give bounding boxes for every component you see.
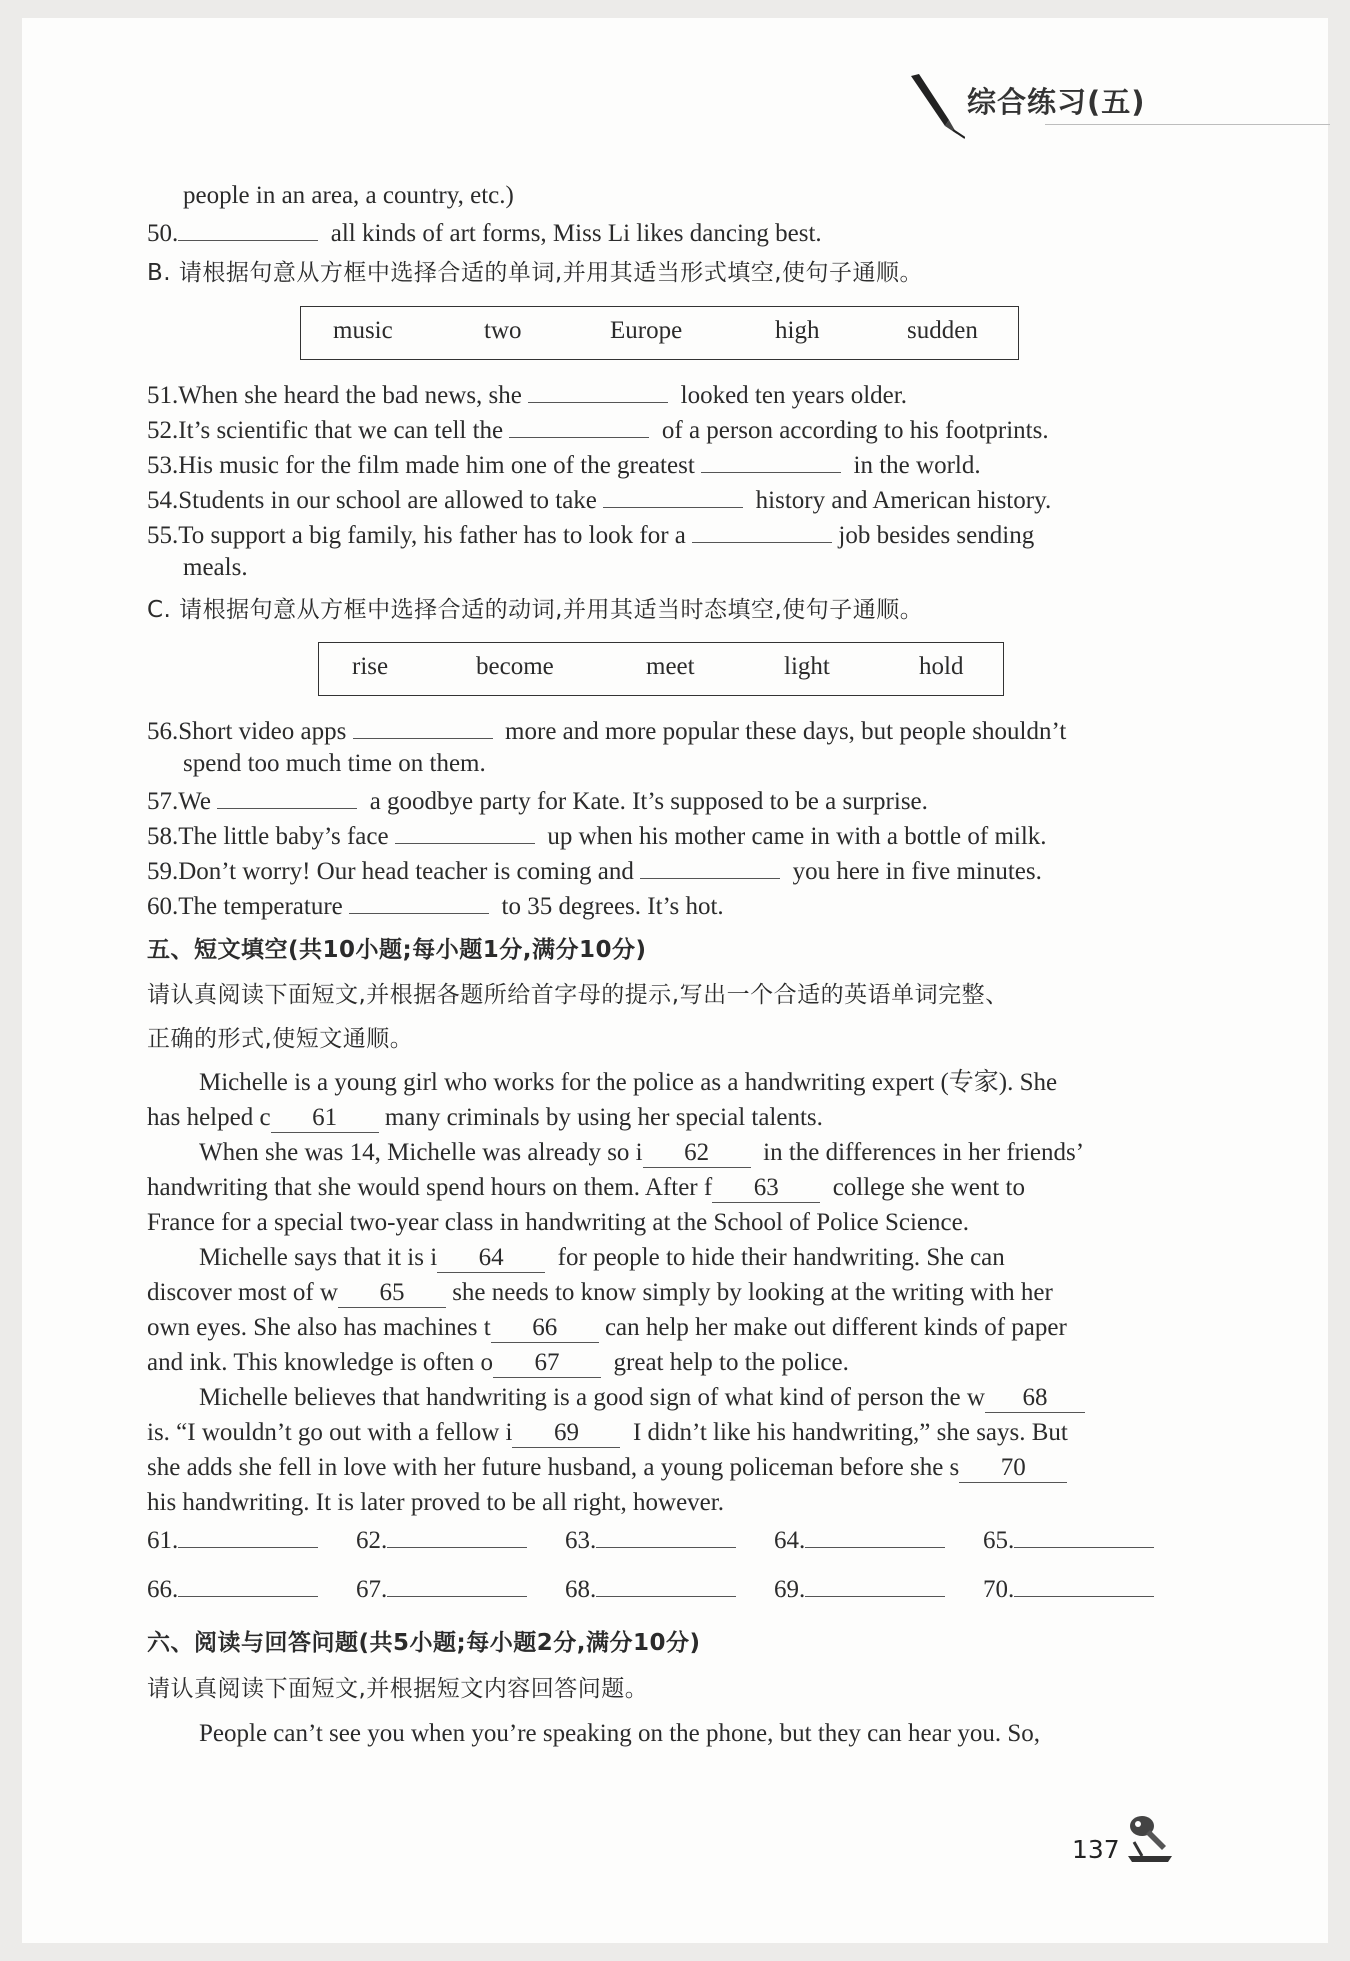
passage-line: [199, 1243, 1005, 1273]
passage-text: own eyes. She also has machines t: [147, 1314, 491, 1341]
answer-number: 62.: [356, 1527, 388, 1554]
question-text: His music for the film made him one of the greatest: [178, 452, 695, 479]
passage-text: I didn’t like his handwriting,” she says. But: [632, 1419, 1068, 1446]
passage-text: Michelle says that it is i: [199, 1244, 438, 1271]
answer-blank[interactable]: [805, 1572, 945, 1597]
question-text: in the world.: [853, 452, 981, 479]
answer-number: 64.: [774, 1527, 806, 1554]
question-text: To support a big family, his father has to look for a: [178, 522, 686, 549]
question-56: [147, 714, 1066, 747]
question-number: 60.: [147, 893, 179, 920]
question-60: [147, 889, 724, 922]
cloze-blank-65[interactable]: 65: [338, 1280, 446, 1308]
section-instruction: 请认真阅读下面短文,并根据短文内容回答问题。: [147, 1676, 649, 1702]
passage-line: [147, 1313, 1067, 1343]
answer-row: [774, 1572, 945, 1605]
passage-line: People can’t see you when you’re speaking on the phone, but they can hear you. So,: [199, 1720, 1040, 1747]
question-number: 56.: [147, 718, 179, 745]
question-text: looked ten years older.: [680, 382, 907, 409]
passage-text: for people to hide their handwriting. She can: [557, 1244, 1005, 1271]
question-text: It’s scientific that we can tell the: [178, 417, 504, 444]
answer-blank[interactable]: [509, 413, 649, 438]
question-number: 50.: [147, 220, 179, 247]
text-line: people in an area, a country, etc.): [183, 182, 514, 209]
answer-blank[interactable]: [395, 819, 535, 844]
passage-line: [147, 1348, 849, 1378]
page-header: [905, 72, 1330, 132]
question-number: 52.: [147, 417, 179, 444]
answer-blank[interactable]: [596, 1523, 736, 1548]
answer-blank[interactable]: [596, 1572, 736, 1597]
question-56-continued: spend too much time on them.: [183, 750, 486, 777]
question-number: 51.: [147, 382, 179, 409]
word-option: Europe: [610, 317, 683, 344]
section-instruction: 请认真阅读下面短文,并根据各题所给首字母的提示,写出一个合适的英语单词完整、: [147, 982, 1009, 1008]
answer-blank[interactable]: [387, 1523, 527, 1548]
passage-text: and ink. This knowledge is often o: [147, 1349, 494, 1376]
question-text: more and more popular these days, but people shouldn’t: [505, 718, 1067, 745]
answer-blank[interactable]: [387, 1572, 527, 1597]
section-heading: 六、阅读与回答问题(共5小题;每小题2分,满分10分): [147, 1630, 701, 1656]
question-number: 59.: [147, 858, 179, 885]
question-number: 54.: [147, 487, 179, 514]
section-instruction: C. 请根据句意从方框中选择合适的动词,并用其适当时态填空,使句子通顺。: [147, 597, 924, 623]
word-box: [300, 306, 1019, 360]
passage-text: she adds she fell in love with her future husband, a young policeman before she s: [147, 1454, 960, 1481]
answer-blank[interactable]: [701, 448, 841, 473]
cloze-blank-64[interactable]: 64: [437, 1245, 545, 1273]
section-heading: 五、短文填空(共10小题;每小题1分,满分10分): [147, 937, 647, 963]
passage-text: in the differences in her friends’: [763, 1139, 1085, 1166]
passage-text: When she was 14, Michelle was already so i: [199, 1139, 643, 1166]
cloze-blank-62[interactable]: 62: [643, 1140, 751, 1168]
question-text: Don’t worry! Our head teacher is coming and: [178, 858, 634, 885]
question-number: 57.: [147, 788, 179, 815]
question-58: [147, 819, 1047, 852]
cloze-blank-66[interactable]: 66: [491, 1315, 599, 1343]
section-instruction: B. 请根据句意从方框中选择合适的单词,并用其适当形式填空,使句子通顺。: [147, 260, 924, 286]
page-number: 137: [1072, 1835, 1120, 1864]
answer-row: [565, 1523, 736, 1556]
passage-text: has helped c: [147, 1104, 271, 1131]
question-text: The temperature: [178, 893, 343, 920]
question-number: 58.: [147, 823, 179, 850]
passage-text: Michelle believes that handwriting is a good sign of what kind of person the w: [199, 1384, 985, 1411]
question-54: [147, 483, 1051, 516]
cloze-blank-70[interactable]: 70: [959, 1455, 1067, 1483]
answer-blank[interactable]: [178, 1523, 318, 1548]
question-text: all kinds of art forms, Miss Li likes dancing best.: [330, 220, 822, 247]
question-text: Short video apps: [178, 718, 347, 745]
answer-number: 61.: [147, 1527, 179, 1554]
answer-number: 65.: [983, 1527, 1015, 1554]
question-text: you here in five minutes.: [792, 858, 1042, 885]
passage-text: she needs to know simply by looking at the writing with her: [452, 1279, 1053, 1306]
mascot-icon: [1122, 1812, 1178, 1864]
word-option: high: [775, 317, 820, 344]
answer-blank[interactable]: [178, 216, 318, 241]
question-text: job besides sending: [838, 522, 1035, 549]
answer-row: [356, 1572, 527, 1605]
question-51: [147, 378, 907, 411]
word-option: hold: [919, 653, 964, 680]
answer-blank[interactable]: [603, 483, 743, 508]
passage-line: [147, 1103, 823, 1133]
answer-number: 70.: [983, 1576, 1015, 1603]
word-box: [318, 642, 1004, 696]
cloze-blank-61[interactable]: 61: [271, 1105, 379, 1133]
word-option: sudden: [907, 317, 978, 344]
question-text: Students in our school are allowed to take: [178, 487, 597, 514]
passage-text: can help her make out different kinds of paper: [604, 1314, 1067, 1341]
answer-row: [147, 1523, 318, 1556]
answer-blank[interactable]: [178, 1572, 318, 1597]
passage-line: Michelle is a young girl who works for the police as a handwriting expert (专家). She: [199, 1069, 1058, 1096]
passage-line: [199, 1383, 1085, 1413]
question-55-continued: meals.: [183, 554, 248, 581]
passage-line: [147, 1173, 1025, 1203]
word-option: two: [484, 317, 522, 344]
question-59: [147, 854, 1042, 887]
pen-icon: [905, 72, 965, 142]
answer-row: [356, 1523, 527, 1556]
question-52: [147, 413, 1049, 446]
passage-line: [199, 1138, 1084, 1168]
question-number: 53.: [147, 452, 179, 479]
answer-number: 63.: [565, 1527, 597, 1554]
question-text: of a person according to his footprints.: [661, 417, 1049, 444]
answer-row: [147, 1572, 318, 1605]
question-50: [147, 216, 822, 249]
question-text: The little baby’s face: [178, 823, 389, 850]
passage-text: discover most of w: [147, 1279, 338, 1306]
word-option: rise: [352, 653, 389, 680]
word-option: become: [476, 653, 554, 680]
answer-number: 68.: [565, 1576, 597, 1603]
passage-line: [147, 1278, 1053, 1308]
question-number: 55.: [147, 522, 179, 549]
answer-blank[interactable]: [1014, 1523, 1154, 1548]
answer-number: 67.: [356, 1576, 388, 1603]
answer-blank[interactable]: [349, 889, 489, 914]
passage-text: handwriting that she would spend hours on them. After f: [147, 1174, 713, 1201]
question-text: up when his mother came in with a bottle of milk.: [547, 823, 1047, 850]
answer-row: [983, 1523, 1154, 1556]
passage-text: many criminals by using her special talents.: [384, 1104, 823, 1131]
section-instruction: 正确的形式,使短文通顺。: [147, 1026, 414, 1052]
answer-number: 69.: [774, 1576, 806, 1603]
answer-blank[interactable]: [640, 854, 780, 879]
question-53: [147, 448, 981, 481]
answer-blank[interactable]: [528, 378, 668, 403]
passage-line: France for a special two-year class in handwriting at the School of Police Science.: [147, 1209, 969, 1236]
cloze-blank-69[interactable]: 69: [512, 1420, 620, 1448]
word-option: music: [333, 317, 393, 344]
word-option: meet: [646, 653, 695, 680]
answer-row: [983, 1572, 1154, 1605]
question-57: [147, 784, 928, 817]
question-text: We: [178, 788, 211, 815]
answer-blank[interactable]: [805, 1523, 945, 1548]
page-title: 综合练习(五): [967, 85, 1146, 119]
passage-text: is. “I wouldn’t go out with a fellow i: [147, 1419, 513, 1446]
answer-blank[interactable]: [217, 784, 357, 809]
question-55: [147, 518, 1034, 551]
cloze-blank-67[interactable]: 67: [493, 1350, 601, 1378]
passage-line: [147, 1418, 1068, 1448]
question-text: history and American history.: [755, 487, 1052, 514]
passage-line: his handwriting. It is later proved to be all right, however.: [147, 1489, 724, 1516]
passage-text: great help to the police.: [613, 1349, 849, 1376]
question-text: When she heard the bad news, she: [178, 382, 522, 409]
question-text: a goodbye party for Kate. It’s supposed to be a surprise.: [369, 788, 928, 815]
answer-number: 66.: [147, 1576, 179, 1603]
passage-line: [147, 1453, 1067, 1483]
header-rule: [1045, 124, 1330, 125]
answer-blank[interactable]: [1014, 1572, 1154, 1597]
passage-text: college she went to: [832, 1174, 1025, 1201]
answer-row: [774, 1523, 945, 1556]
question-text: to 35 degrees. It’s hot.: [501, 893, 724, 920]
answer-row: [565, 1572, 736, 1605]
word-option: light: [784, 653, 830, 680]
cloze-blank-68[interactable]: 68: [985, 1385, 1085, 1413]
cloze-blank-63[interactable]: 63: [712, 1175, 820, 1203]
answer-blank[interactable]: [692, 518, 832, 543]
answer-blank[interactable]: [353, 714, 493, 739]
